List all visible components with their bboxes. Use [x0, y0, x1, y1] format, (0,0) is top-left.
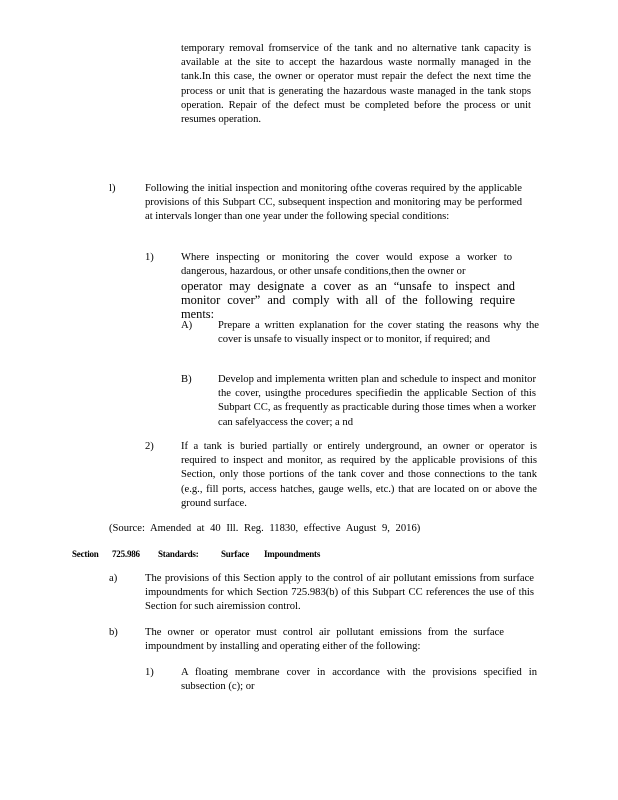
subsection-A-label: A)	[181, 320, 193, 331]
paragraph-k-continuation: temporary removal fromservice of the tank and no alternative tank capacity is available at the site to accept the hazardous waste normally managed in the tank.In this case, the owner or operator must repair the defect the next time the process or unit that is generating the hazardous waste managed in the tank stops operation. Repair of the defect must be completed before the process or unit resumes operation.	[181, 43, 531, 126]
subsection-l1-text-b: operator may designate a cover as an “unsafe to inspect and monitor cover” and comply with all of the following require ments:	[181, 279, 515, 322]
subsection-A-text: Prepare a written explanation for the cover stating the reasons why the cover is unsafe to visually inspect or to monitor, if required; and	[218, 320, 539, 346]
subsection-b-text: The owner or operator must control air pollutant emissions from the surface impoundment by installing and operating either of the following:	[145, 627, 504, 653]
source-note: (Source: Amended at 40 Ill. Reg. 11830, effective August 9, 2016)	[109, 523, 421, 534]
subsection-a-label: a)	[109, 573, 118, 584]
subsection-l1-text-a: Where inspecting or monitoring the cover would expose a worker to dangerous, hazardous, or other unsafe conditions,then the owner or	[181, 252, 512, 278]
subsection-l-text: Following the initial inspection and monitoring ofthe coveras required by the applicable provisions of this Subpart CC, subsequent inspection and monitoring may be performed at intervals longer than one year under the following special conditions:	[145, 183, 522, 223]
subsection-l2-text: If a tank is buried partially or entirely underground, an owner or operator is required to inspect and monitor, as required by the applicable provisions of this Section, only those portions of the tank cover and those connections to the tank (e.g., fill ports, access hatches, gauge wells, etc.) that are located on or above the ground surface.	[181, 441, 537, 509]
subsection-l1-label: 1)	[145, 252, 154, 263]
subsection-b1-text: A floating membrane cover in accordance with the provisions specified in subsection (c); or	[181, 667, 537, 693]
section-heading-title-1: Standards:	[158, 549, 199, 559]
subsection-l-label: l)	[109, 183, 116, 194]
section-heading-word: Section	[72, 549, 99, 559]
section-heading-number: 725.986	[112, 549, 140, 559]
section-heading-title-3: Impoundments	[264, 549, 321, 559]
subsection-b1-label: 1)	[145, 667, 154, 678]
subsection-B-label: B)	[181, 374, 192, 385]
subsection-b-label: b)	[109, 627, 118, 638]
section-heading-title-2: Surface	[221, 549, 250, 559]
subsection-B-text: Develop and implementa written plan and schedule to inspect and monitor the cover, usingthe procedures specifiedin the applicable Section of this Subpart CC, as frequently as practicable during those times when a worker can safelyaccess the cover; a nd	[218, 374, 536, 428]
subsection-l2-label: 2)	[145, 441, 154, 452]
subsection-a-text: The provisions of this Section apply to the control of air pollutant emissions from surface impoundments for which Section 725.983(b) of this Subpart CC references the use of this Section for such airemission control.	[145, 573, 534, 613]
